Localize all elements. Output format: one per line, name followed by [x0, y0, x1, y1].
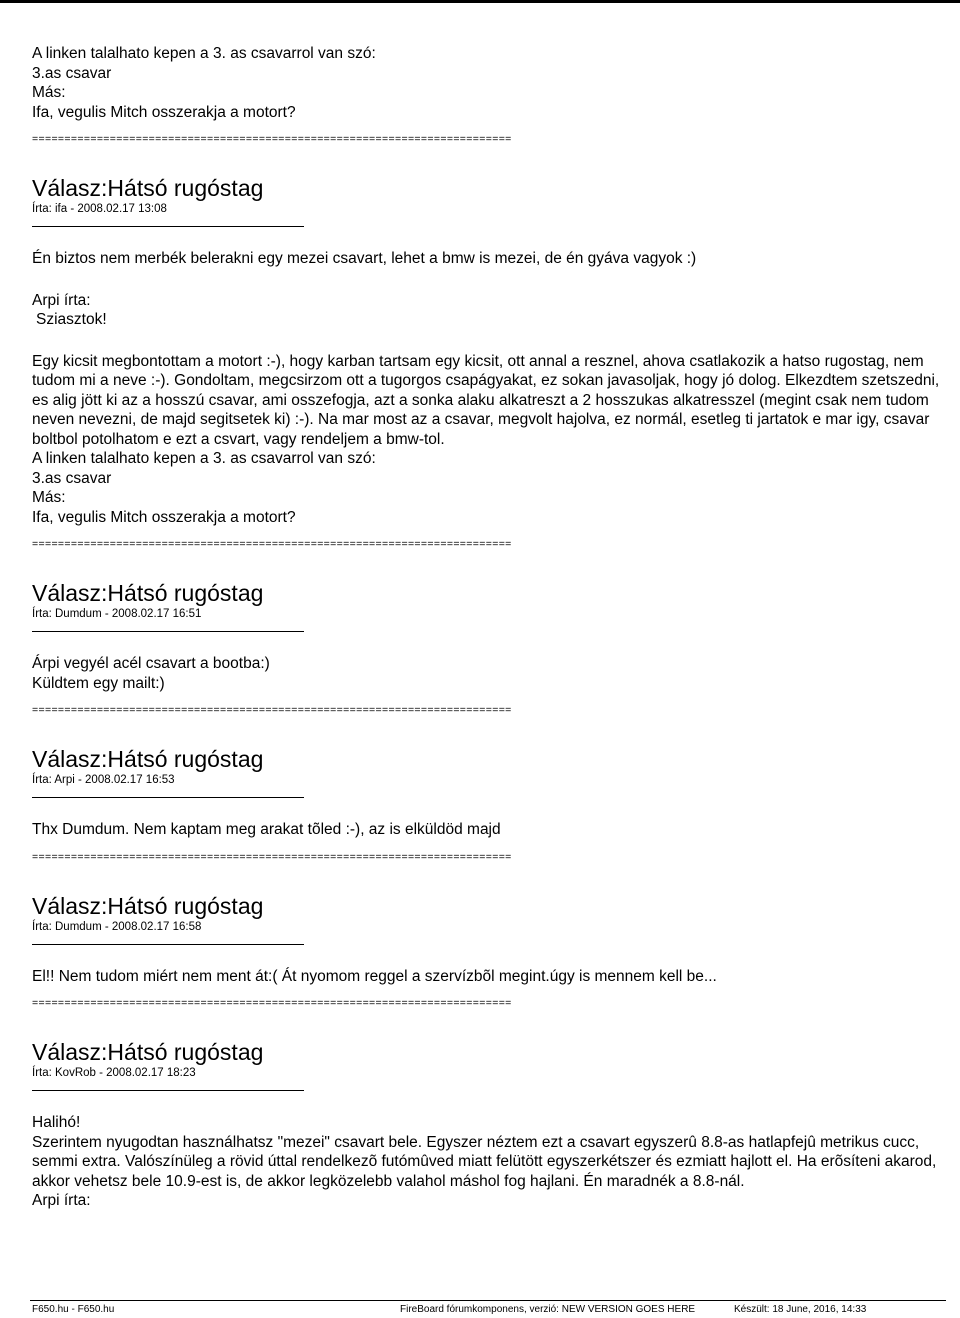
post-separator: ==========================================================================	[32, 538, 512, 550]
post-body: Küldtem egy mailt:)	[32, 674, 165, 692]
footer-component: FireBoard fórumkomponens, verzió: NEW VERSION GOES HERE	[400, 1304, 696, 1315]
post-meta: Írta: ifa - 2008.02.17 13:08	[32, 203, 167, 215]
post-separator: ==========================================================================	[32, 850, 512, 863]
post-meta: Írta: Arpi - 2008.02.17 16:53	[32, 774, 175, 786]
post-title: Válasz:Hátsó rugóstag	[32, 892, 264, 919]
intro-line: 3.as csavar	[32, 64, 112, 82]
post	[32, 892, 952, 987]
post-title: Válasz:Hátsó rugóstag	[32, 746, 264, 772]
post-separator: ==========================================================================	[32, 133, 512, 145]
post-body: Én biztos nem merbék belerakni egy mezei csavart, lehet a bmw is mezei, de én gyáva vagyok :)	[32, 250, 697, 267]
quote-line: A linken talalhato kepen a 3. as csavarrol van szó:	[32, 450, 376, 467]
post-title: Válasz:Hátsó rugóstag	[32, 1039, 264, 1065]
post-title: Válasz:Hátsó rugóstag	[32, 580, 264, 606]
post-title: Válasz:Hátsó rugóstag	[32, 175, 264, 201]
page-footer	[30, 1300, 946, 1315]
post-body: El!! Nem tudom miért nem ment át:( Át nyomom reggel a szervízbõl megint.úgy is mennem kell be...	[32, 967, 717, 985]
top-rule	[0, 0, 960, 3]
quote-line: Más:	[32, 489, 66, 506]
post-body: Szerintem nyugodtan használhatsz "mezei" csavart bele. Egyszer néztem ezt a csavart egyszerû 8.8-as hatlapfejû metrikus cucc, semmi extra. Valószínüleg a rövid úttal rendelkezõ futómûved miatt felütött egyszerkétszer és ezmiatt hajlott el. Ha erõsíteni akarod, akkor vehetsz bele 10.9-est is, de akkor legközelebb valahol máshol fog hajlani. Én maradnék a 8.8-nál.	[32, 1133, 937, 1190]
page-content	[32, 44, 952, 1211]
post-separator: ==========================================================================	[32, 704, 512, 716]
quote-greeting: Sziasztok!	[36, 311, 107, 328]
intro-line: Más:	[32, 84, 66, 101]
quote-line: Ifa, vegulis Mitch osszerakja a motort?	[32, 508, 296, 526]
intro-block	[32, 44, 952, 122]
quote-line: 3.as csavar	[32, 469, 112, 487]
post-meta: Írta: Dumdum - 2008.02.17 16:58	[32, 920, 202, 933]
post-body: Thx Dumdum. Nem kaptam meg arakat tõled :-), az is elküldöd majd	[32, 821, 501, 838]
quote-body: Egy kicsit megbontottam a motort :-), hogy karban tartsam egy kicsit, ott annal a resznel, ahova csatlakozik a hatso rugostag, nem tudom mi a neve :-). Gondoltam, megcsirzom ott a tugorgos csapágyakat, ez sokan javasoljak, hogy jó dolog. Elkezdtem szetszedni, es alig jött ki az a hosszú csavar, ami osszefogja, azt a sonka alaku alkatreszt a 2 hosszukas alkatresszel (megint csak nem tudom neven nevezni, de majd segitsetek ki) :-). Na mar most az a csavar, megvolt hajolva, ez normál, esetleg ti jartatok e mar igy, csavar boltbol potolhatom e ezt a csvart, vagy rendeljem a bmw-tol.	[32, 352, 940, 448]
post	[32, 1038, 952, 1211]
post-separator: ==========================================================================	[32, 997, 512, 1009]
post	[32, 174, 952, 527]
post	[32, 579, 952, 693]
post-body: Árpi vegyél acél csavart a bootba:)	[32, 655, 270, 672]
footer-generated: Készült: 18 June, 2016, 14:33	[734, 1304, 867, 1315]
intro-line: Ifa, vegulis Mitch osszerakja a motort?	[32, 103, 296, 121]
intro-line: A linken talalhato kepen a 3. as csavarrol van szó:	[32, 45, 376, 62]
footer-site: F650.hu - F650.hu	[32, 1304, 115, 1315]
post-meta: Írta: Dumdum - 2008.02.17 16:51	[32, 608, 202, 620]
quote-label: Arpi írta:	[32, 291, 91, 309]
post-meta: Írta: KovRob - 2008.02.17 18:23	[32, 1067, 196, 1079]
quote-label: Arpi írta:	[32, 1192, 91, 1209]
post-greeting: Halihó!	[32, 1114, 81, 1131]
post	[32, 745, 952, 840]
